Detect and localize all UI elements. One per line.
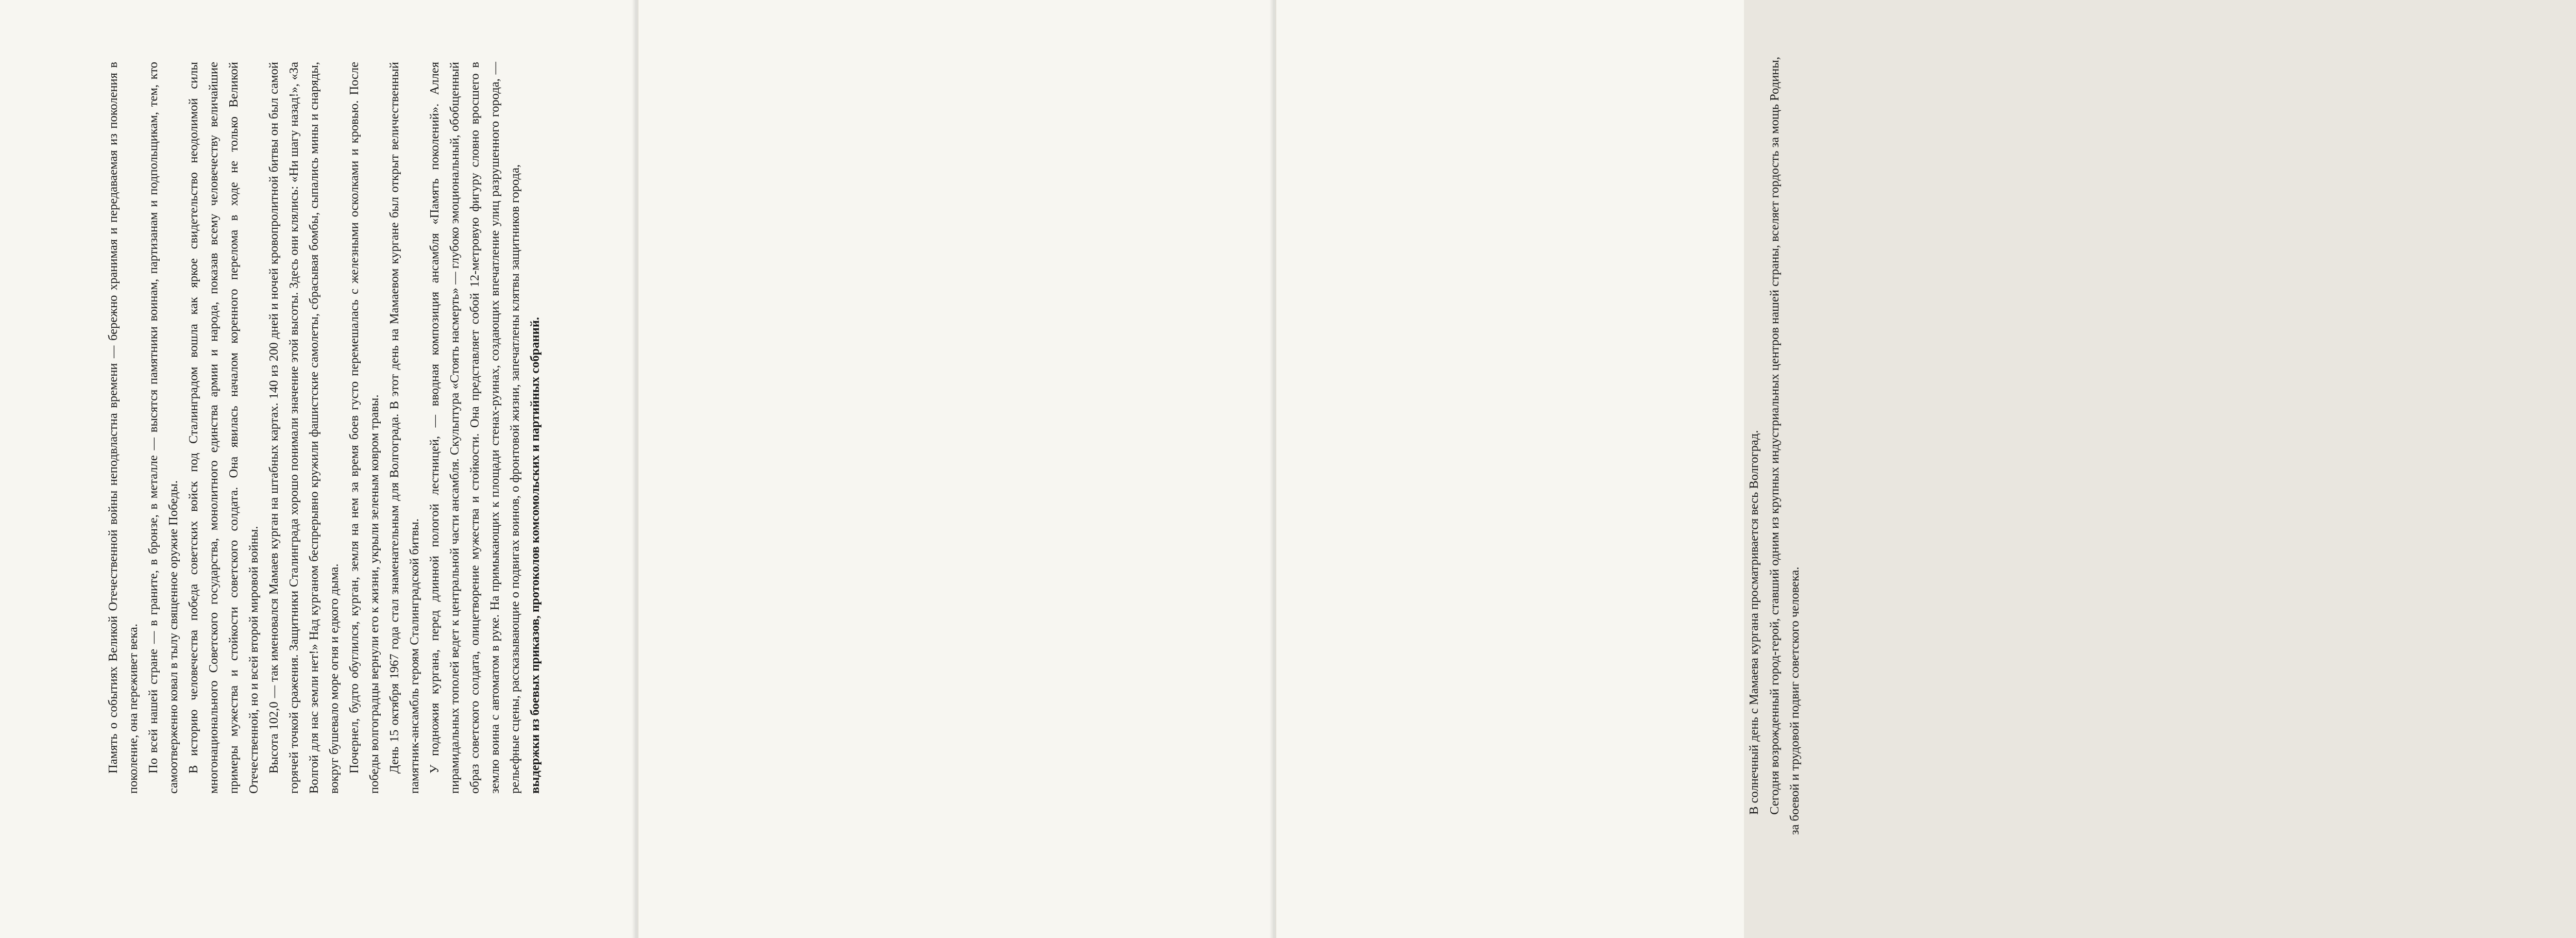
paragraph: Почернел, будто обуглился, курган, земля на нем за время боев густо перемешалась с железными осколками и кровью. После победы волгоградцы вернули его к жизни, укрыли зеленым ковром травы.	[347, 62, 381, 794]
paragraph: У подножия кургана, перед длинной пологой лестницей, — вводная композиция ансамбля «Память поколений». Аллея пирамидальных тополей ведет к центральной части ансамбля. Скульптура «Стоять насмерть» — глубоко эмоциональный, обобщенный образ советского солдата, олицетворение мужества и стойкости. Она представляет собой 12-метровую фигуру словно вросшего в землю воина с автоматом в руке. На примыкающих к площади стенах-руинах, создающих впечатление улиц разрушенного города, — рельефные сцены, рассказывающие о подвигах воинов, о фронтовой жизни, запечатлены клятвы защитников города,	[428, 62, 522, 794]
paragraph: По всей нашей стране — в граните, в бронзе, в металле — высятся памятники воинам, партизанам и подпольщикам, тем, кто самоотверженно ковал в тылу священное оружие Победы.	[146, 62, 180, 794]
paragraph: В солнечный день с Мамаева кургана просматривается весь Волгоград.	[1747, 430, 1761, 815]
paragraph: День 15 октября 1967 года стал знаменательным для Волгограда. В этот день на Мамаевом кургане был открыт величественный памятник-ансамбль героям Сталинградской битвы.	[387, 62, 421, 794]
paragraph: В историю человечества победа советских войск под Сталинградом вошла как яркое свидетельство неодолимой силы многонационального Советского государства, монолитного единства армии и народа, показав всему человечеству величайшие примеры мужества и стойкости советского солдата. Она явилась началом коренного перелома в ходе не только Великой Отечественной, но и всей второй мировой войны.	[187, 62, 261, 794]
leaflet-panel-left	[0, 0, 635, 938]
leaflet-panel-right	[1276, 0, 1744, 938]
paragraph-bold	[525, 62, 545, 794]
panel-1-text	[103, 62, 545, 794]
paragraph: Высота 102,0 — так именовался Мамаев курган на штабных картах. 140 из 200 дней и ночей кровопролитной битвы он был самой горячей точкой сражения. Защитники Сталинграда хорошо понимали значение этой высоты. Здесь они клялись: «Ни шагу назад!», «За Волгой для нас земли нет!» Над курганом беспрерывно кружили фашистские самолеты, сбрасывая бомбы, сыпались мины и снаряды, вокруг бушевало море огня и едкого дыма.	[267, 62, 341, 794]
paragraph: Память о событиях Великой Отечественной войны неподвластна времени — бережно хранимая и передаваемая из поколения в поколение, она переживет века.	[106, 62, 140, 794]
paragraph: Сегодня возрожденный город-герой, ставший одним из крупных индустриальных центров нашей страны, вселяет гордость за мощь Родины, за боевой и трудовой подвиг советского человека.	[1767, 57, 1802, 835]
bold-text: выдержки из боевых приказов, протоколов комсомольских и партийных собраний.	[528, 317, 542, 794]
leaflet-panel-middle	[638, 0, 1802, 938]
